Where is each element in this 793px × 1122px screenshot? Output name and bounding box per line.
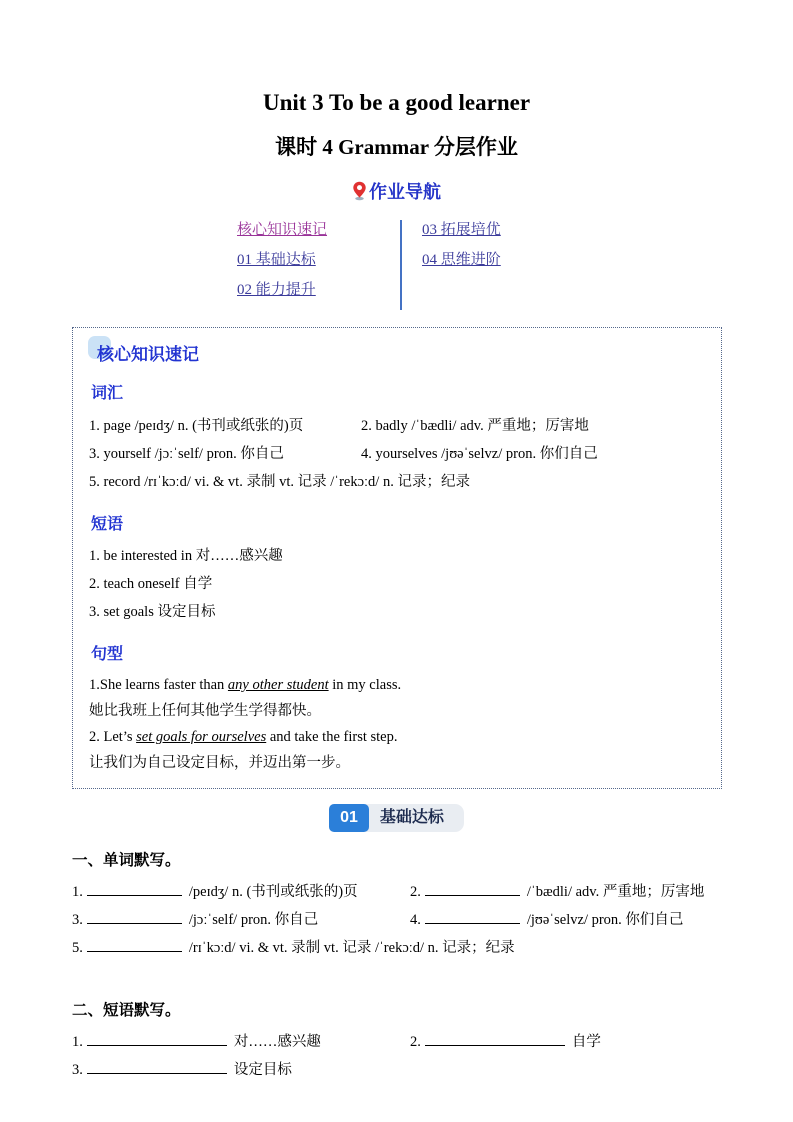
phrase-dictation-item (410, 1028, 722, 1056)
word-dictation-item (72, 906, 410, 934)
sentence-pattern-list (89, 672, 705, 776)
item-description: 设定目标 (233, 1062, 292, 1078)
item-description: /jʊəˈselvz/ pron. 你们自己 (526, 912, 684, 928)
sentence-text: 2. Let’s (89, 729, 137, 745)
vocab-item: 1. page /peɪdʒ/ n. (书刊或纸张的)页 (89, 418, 304, 434)
sentence-translation: 让我们为自己设定目标，并迈出第一步。 (89, 755, 350, 771)
nav-right-column (402, 220, 501, 310)
vocab-item: 2. badly /ˈbædli/ adv. 严重地；厉害地 (361, 418, 589, 434)
core-knowledge-heading (91, 340, 199, 365)
word-dictation-item (72, 934, 722, 962)
answer-blank (425, 910, 520, 924)
page-subtitle: 课时 4 Grammar 分层作业 (275, 135, 518, 159)
phrase-dictation-list (72, 1028, 722, 1084)
answer-blank (87, 938, 182, 952)
answer-blank (425, 882, 520, 896)
nav-link-03-extension[interactable]: 03 拓展培优 (422, 222, 501, 238)
vocab-item: 3. yourself /jɔːˈself/ pron. 你自己 (89, 446, 284, 462)
phrase-dictation-item (72, 1028, 410, 1056)
word-dictation-heading: 一、单词默写。 (72, 852, 181, 869)
phrases-section-title: 短语 (91, 516, 124, 533)
nav-link-02-ability[interactable]: 02 能力提升 (237, 282, 316, 298)
vocab-section-title: 词汇 (91, 385, 124, 402)
phrase-dictation-heading: 二、短语默写。 (72, 1002, 181, 1019)
item-number: 3. (72, 912, 83, 928)
item-description: 自学 (571, 1034, 601, 1050)
answer-blank (87, 882, 182, 896)
section-badge-number: 01 (329, 804, 369, 832)
item-number: 4. (410, 912, 421, 928)
item-number: 5. (72, 940, 83, 956)
phrase-item: 3. set goals 设定目标 (89, 604, 216, 620)
sentence-emphasis: set goals for ourselves (136, 729, 267, 745)
sentence-translation: 她比我班上任何其他学生学得都快。 (89, 703, 321, 719)
section-badge-label: 基础达标 (364, 804, 464, 832)
nav-left-column (237, 220, 402, 310)
sentence-pattern (89, 724, 705, 750)
sentences-section-title: 句型 (91, 646, 124, 663)
homework-nav-heading (0, 178, 793, 206)
item-number: 3. (72, 1062, 83, 1078)
answer-blank (87, 910, 182, 924)
item-number: 1. (72, 884, 83, 900)
nav-link-core-knowledge[interactable]: 核心知识速记 (237, 222, 328, 238)
core-knowledge-heading-label: 核心知识速记 (97, 345, 199, 364)
vocab-list (89, 412, 705, 496)
item-description: /jɔːˈself/ pron. 你自己 (188, 912, 319, 928)
phrase-item: 1. be interested in 对……感兴趣 (89, 548, 283, 564)
page-title: Unit 3 To be a good learner (262, 90, 531, 115)
word-dictation-item (410, 878, 722, 906)
word-dictation-list (72, 878, 722, 962)
section-badge-basics (0, 804, 793, 832)
answer-blank (87, 1032, 227, 1046)
item-description: /rɪˈkɔːd/ vi. & vt. 录制 vt. 记录 /ˈrekɔːd/ n. 记录；纪录 (188, 940, 515, 956)
location-pin-icon (352, 181, 367, 206)
item-description: 对……感兴趣 (233, 1034, 321, 1050)
word-dictation-item (410, 906, 722, 934)
vocab-item: 4. yourselves /jʊəˈselvz/ pron. 你们自己 (361, 446, 598, 462)
phrase-dictation-item (72, 1056, 410, 1084)
phrase-list (89, 542, 705, 626)
nav-link-01-basics[interactable]: 01 基础达标 (237, 252, 316, 268)
item-number: 1. (72, 1034, 83, 1050)
item-description: /peɪdʒ/ n. (书刊或纸张的)页 (188, 884, 358, 900)
sentence-emphasis: any other student (227, 677, 329, 693)
core-knowledge-box (72, 327, 722, 789)
answer-blank (87, 1060, 227, 1074)
nav-link-04-thinking[interactable]: 04 思维进阶 (422, 252, 501, 268)
phrase-item: 2. teach oneself 自学 (89, 576, 213, 592)
homework-nav-links (237, 220, 793, 310)
word-dictation-item (72, 878, 410, 906)
answer-blank (425, 1032, 565, 1046)
item-number: 2. (410, 884, 421, 900)
item-number: 2. (410, 1034, 421, 1050)
sentence-text: and take the first step. (266, 729, 398, 745)
sentence-text: 1.She learns faster than (89, 677, 228, 693)
item-description: /ˈbædli/ adv. 严重地；厉害地 (526, 884, 705, 900)
vocab-item: 5. record /rɪˈkɔːd/ vi. & vt. 录制 vt. 记录 /ˈrekɔːd/ n. 记录；纪录 (89, 474, 470, 490)
sentence-pattern (89, 672, 705, 698)
homework-nav-label: 作业导航 (369, 182, 441, 202)
sentence-text: in my class. (328, 677, 402, 693)
